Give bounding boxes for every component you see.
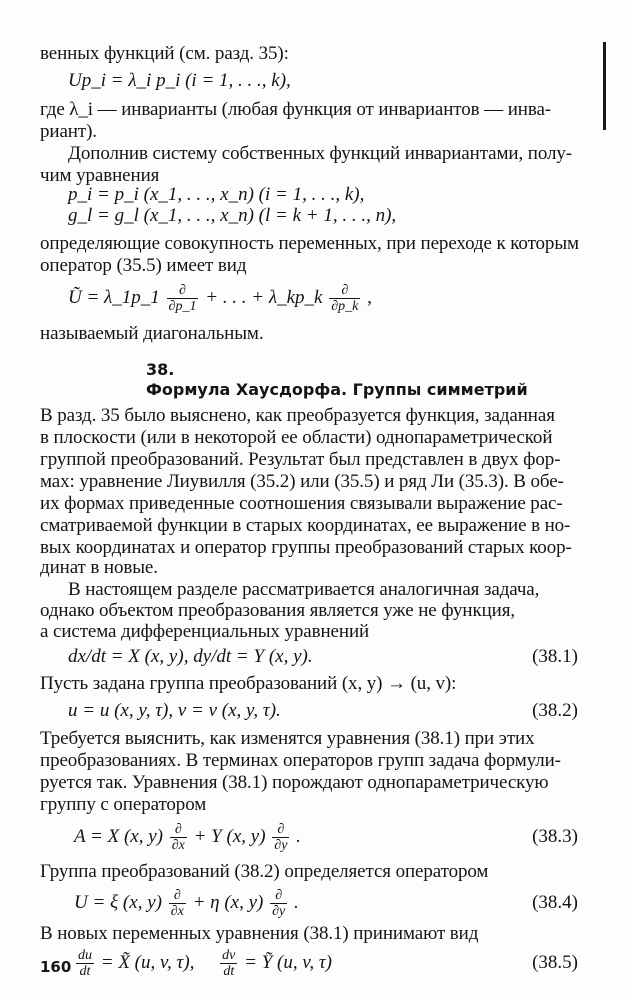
text-line: группу с оператором — [40, 794, 207, 815]
section-number: 38. — [146, 360, 175, 379]
equation-number: (38.3) — [532, 826, 578, 847]
text-line: Дополнив систему собственных функций инвариантами, полу- — [68, 143, 572, 164]
text-line: Пусть задана группа преобразований (x, y) → (u, v): — [40, 673, 457, 694]
frac-den: ∂p_1 — [168, 299, 197, 315]
page-number: 160 — [40, 958, 72, 976]
eq-part: + Y (x, y) — [193, 826, 266, 847]
fraction — [329, 283, 360, 314]
equation-number: (38.5) — [532, 952, 578, 973]
frac-num: du — [78, 948, 92, 964]
eq-part: U = ξ (x, y) — [74, 892, 162, 913]
text-line: оператор (35.5) имеет вид — [40, 255, 247, 276]
eq-part: , — [367, 287, 372, 308]
frac-den: ∂x — [170, 904, 184, 920]
equation-diagonal-operator — [68, 282, 372, 314]
text-line: называемый диагональным. — [40, 323, 264, 344]
text-line: руется так. Уравнения (38.1) порождают однопараметрическую — [40, 772, 549, 793]
equation-38-1: dx/dt = X (x, y), dy/dt = Y (x, y). — [68, 646, 313, 667]
text-line: вых координатах и оператор группы преобразований старых коор- — [40, 537, 572, 558]
frac-den: dt — [76, 963, 94, 979]
fraction — [169, 888, 186, 919]
eq-part: + . . . + λ_kp_k — [205, 287, 323, 308]
text-line: группой преобразований. Результат был представлен в двух фор- — [40, 449, 561, 470]
frac-num: ∂ — [275, 888, 283, 904]
frac-num: ∂ — [179, 283, 186, 299]
equation-number: (38.2) — [532, 700, 578, 721]
text-line: мах: уравнение Лиувилля (35.2) или (35.5) и ряд Ли (35.3). В обе- — [40, 471, 564, 492]
eq-part: A = X (x, y) — [74, 826, 163, 847]
eq-part: = Ỹ (u, v, τ) — [244, 952, 332, 973]
text-line: В настоящем разделе рассматривается аналогичная задача, — [68, 579, 540, 600]
fraction — [76, 948, 94, 979]
equation-p: p_i = p_i (x_1, . . ., x_n) (i = 1, . . ., k), — [68, 184, 365, 205]
equation-eigen: Up_i = λ_i p_i (i = 1, . . ., k), — [68, 70, 291, 91]
eq-part: = X̃ (u, v, τ), — [100, 952, 195, 973]
frac-num: ∂ — [277, 822, 285, 838]
text-line: однако объектом преобразования является уже не функция, — [40, 600, 516, 621]
frac-num: dv — [222, 948, 236, 964]
margin-mark — [603, 42, 606, 130]
frac-num: ∂ — [173, 888, 181, 904]
frac-den: ∂y — [272, 904, 286, 920]
equation-38-5 — [74, 946, 332, 980]
text-line: В новых переменных уравнения (38.1) принимают вид — [40, 923, 479, 944]
text-line: определяющие совокупность переменных, при переходе к которым — [40, 233, 579, 254]
frac-den: ∂p_k — [331, 299, 359, 315]
text-line: в плоскости (или в некоторой ее области) однопараметрической — [40, 427, 553, 448]
text-line: венных функций (см. разд. 35): — [40, 43, 289, 64]
eq-part: . — [294, 892, 299, 913]
equation-number: (38.4) — [532, 892, 578, 913]
eq-part: + η (x, y) — [192, 892, 264, 913]
fraction — [170, 822, 187, 853]
frac-num: ∂ — [174, 822, 182, 838]
text-line: сматриваемой функции в старых координатах, ее выражение в но- — [40, 515, 571, 536]
text-line: Группа преобразований (38.2) определяется оператором — [40, 861, 489, 882]
equation-number: (38.1) — [532, 646, 578, 667]
fraction — [220, 948, 237, 979]
text-line: преобразованиях. В терминах операторов групп задача формули- — [40, 750, 561, 771]
section-title: Формула Хаусдорфа. Группы симметрий — [146, 380, 528, 399]
fraction — [167, 283, 199, 314]
text-line: В разд. 35 было выяснено, как преобразуется функция, заданная — [40, 405, 555, 426]
fraction — [272, 822, 289, 853]
eq-part: Ũ = λ_1p_1 — [68, 287, 160, 308]
text-line: риант). — [40, 121, 97, 142]
equation-38-2: u = u (x, y, τ), v = v (x, y, τ). — [68, 700, 281, 721]
eq-part: . — [296, 826, 301, 847]
equation-38-4 — [74, 886, 299, 920]
text-line: Требуется выяснить, как изменятся уравнения (38.1) при этих — [40, 728, 535, 749]
text-line: динат в новые. — [40, 557, 158, 578]
frac-den: ∂y — [274, 838, 288, 854]
frac-den: ∂x — [171, 838, 185, 854]
text-line: а система дифференциальных уравнений — [40, 621, 370, 642]
frac-den: dt — [220, 963, 237, 979]
equation-38-3 — [74, 820, 301, 854]
equation-g: g_l = g_l (x_1, . . ., x_n) (l = k + 1, . . ., n), — [68, 205, 397, 226]
text-line: чим уравнения — [40, 165, 160, 186]
text-line: их формах приведенные соотношения связывали выражение рас- — [40, 493, 563, 514]
fraction — [270, 888, 287, 919]
text-line: где λ_i — инварианты (любая функция от инвариантов — инва- — [40, 99, 552, 120]
frac-num: ∂ — [341, 283, 349, 299]
